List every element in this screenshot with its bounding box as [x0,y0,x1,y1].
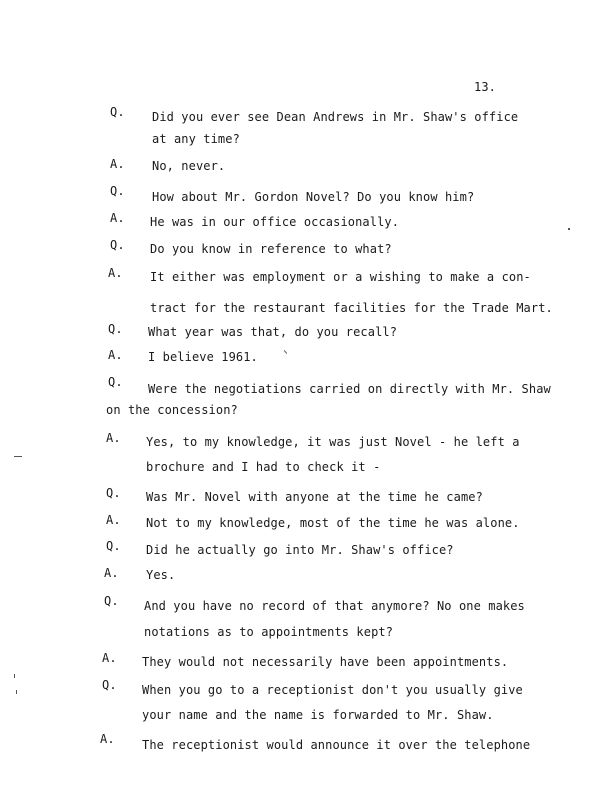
scan-speck [14,456,22,457]
transcript-line: Do you know in reference to what? [150,242,392,256]
transcript-line: And you have no record of that anymore? No one makes [144,599,525,613]
speaker-label: Q. [106,539,121,553]
speaker-label: A. [108,348,123,362]
speaker-label: Q. [108,375,123,389]
transcript-line: When you go to a receptionist don't you usually give [142,683,523,697]
transcript-line: They would not necessarily have been appointments. [142,655,509,669]
transcript-line: at any time? [152,132,240,146]
speaker-label: A. [100,732,115,746]
transcript-line: brochure and I had to check it - [146,460,381,474]
transcript-line: tract for the restaurant facilities for the Trade Mart. [150,301,553,315]
transcript-line: on the concession? [106,403,238,417]
speaker-label: A. [106,431,121,445]
transcript-line: Not to my knowledge, most of the time he was alone. [146,516,520,530]
speaker-label: A. [106,513,121,527]
transcript-line: Were the negotiations carried on directly with Mr. Shaw [148,382,551,396]
speaker-label: Q. [110,238,125,252]
speaker-label: Q. [104,594,119,608]
speaker-label: A. [110,211,125,225]
transcript-line: It either was employment or a wishing to make a con- [150,270,531,284]
speaker-label: Q. [106,486,121,500]
scan-speck [284,350,287,354]
transcript-line: Did he actually go into Mr. Shaw's office? [146,543,454,557]
speaker-label: A. [110,157,125,171]
speaker-label: Q. [102,678,117,692]
speaker-label: A. [102,651,117,665]
transcript-line: Yes. [146,568,176,582]
transcript-line: I believe 1961. [148,350,258,364]
transcript-line: He was in our office occasionally. [150,215,400,229]
speaker-label: Q. [110,105,125,119]
scan-speck [568,228,570,230]
speaker-label: A. [104,566,119,580]
transcript-line: Yes, to my knowledge, it was just Novel - he left a [146,435,520,449]
transcript-line: Was Mr. Novel with anyone at the time he came? [146,490,483,504]
transcript-line: Did you ever see Dean Andrews in Mr. Shaw's office [152,110,519,124]
transcript-line: How about Mr. Gordon Novel? Do you know him? [152,190,475,204]
speaker-label: Q. [110,184,125,198]
transcript-line: What year was that, do you recall? [148,325,398,339]
transcript-line: your name and the name is forwarded to Mr. Shaw. [142,708,494,722]
transcript-line: The receptionist would announce it over the telephone [142,738,531,752]
transcript-line: No, never. [152,159,226,173]
scan-speck [16,690,17,694]
speaker-label: Q. [108,322,123,336]
page-number: 13. [474,80,496,94]
scan-speck [14,674,15,678]
speaker-label: A. [108,266,123,280]
transcript-line: notations as to appointments kept? [144,625,394,639]
